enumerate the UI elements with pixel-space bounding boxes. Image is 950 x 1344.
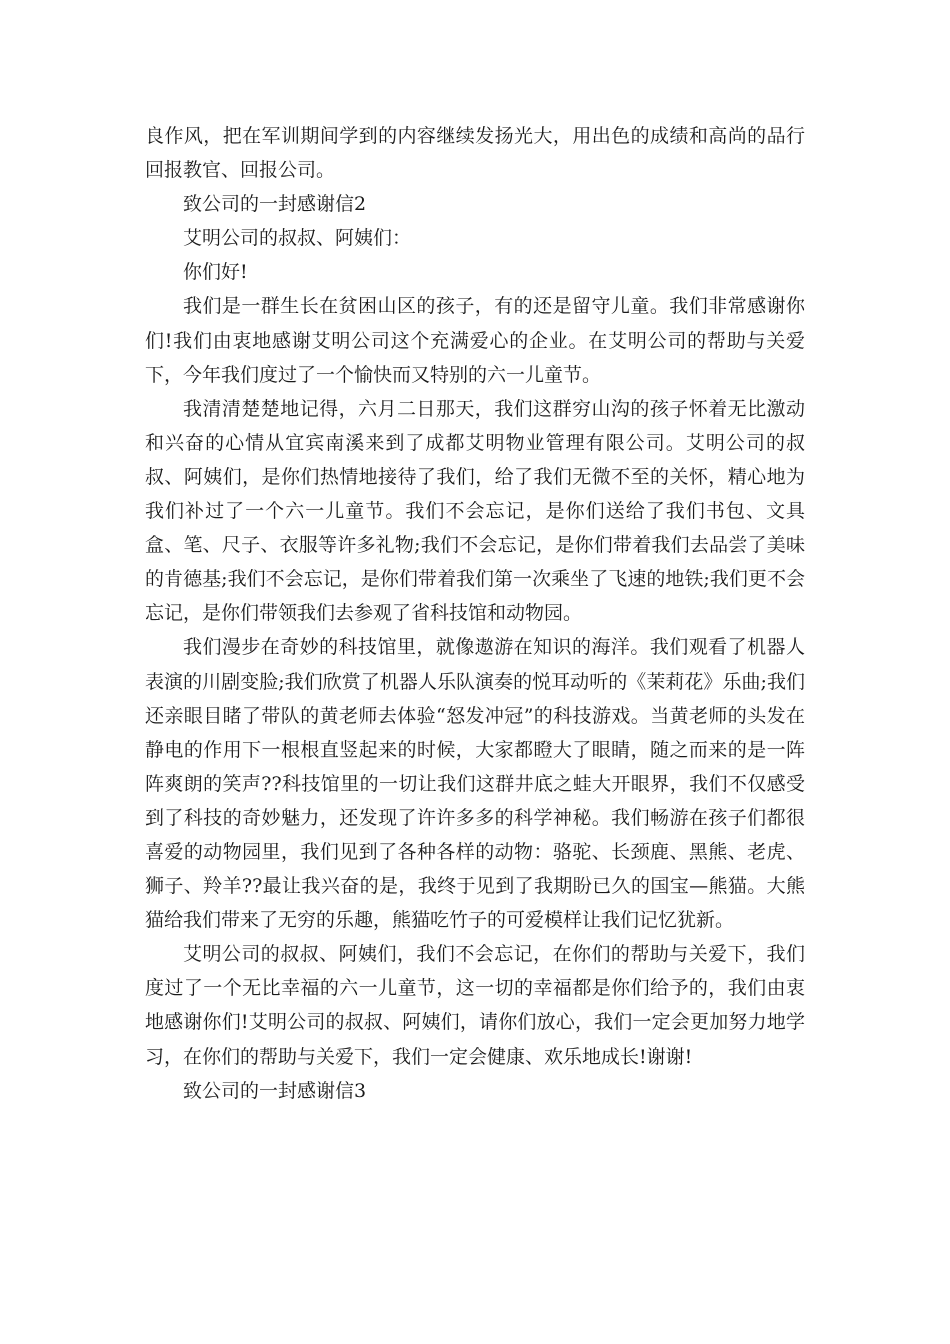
paragraph-visit: 我们漫步在奇妙的科技馆里，就像遨游在知识的海洋。我们观看了机器人表演的川剧变脸;我们欣赏了机器人乐队演奏的悦耳动听的《茉莉花》乐曲;我们还亲眼目睹了带队的黄老师去体验“怒发冲冠”的科技游戏。当黄老师的头发在静电的作用下一根根直竖起来的时候，大家都瞪大了眼睛，随之而来的是一阵阵爽朗的笑声??科技馆里的一切让我们这群井底之蛙大开眼界，我们不仅感受到了科技的奇妙魅力，还发现了许许多多的科学神秘。我们畅游在孩子们都很喜爱的动物园里，我们见到了各种各样的动物：骆驼、长颈鹿、黑熊、老虎、狮子、羚羊??最让我兴奋的是，我终于见到了我期盼已久的国宝—熊猫。大熊猫给我们带来了无穷的乐趣，熊猫吃竹子的可爱模样让我们记忆犹新。 [145,636,805,932]
greeting: 你们好! [183,261,248,284]
paragraph-thanks: 艾明公司的叔叔、阿姨们，我们不会忘记，在你们的帮助与关爱下，我们度过了一个无比幸福的六一儿童节，这一切的幸福都是你们给予的，我们由衷地感谢你们!艾明公司的叔叔、阿姨们，请你们放心，我们一定会更加努力地学习，在你们的帮助与关爱下，我们一定会健康、欢乐地成长!谢谢! [145,943,805,1068]
letter-title-3: 致公司的一封感谢信3 [183,1079,367,1102]
paragraph-memory: 我清清楚楚地记得，六月二日那天，我们这群穷山沟的孩子怀着无比激动和兴奋的心情从宜宾南溪来到了成都艾明物业管理有限公司。艾明公司的叔叔、阿姨们，是你们热情地接待了我们，给了我们无微不至的关怀，精心地为我们补过了一个六一儿童节。我们不会忘记，是你们送给了我们书包、文具盒、笔、尺子、衣服等许多礼物;我们不会忘记，是你们带着我们去品尝了美味的肯德基;我们不会忘记，是你们带着我们第一次乘坐了飞速的地铁;我们更不会忘记，是你们带领我们去参观了省科技馆和动物园。 [145,397,805,625]
paragraph-continuation: 良作风，把在军训期间学到的内容继续发扬光大，用出色的成绩和高尚的品行回报教官、回报公司。 [145,125,805,182]
salutation: 艾明公司的叔叔、阿姨们： [183,227,412,250]
paragraph-intro: 我们是一群生长在贫困山区的孩子，有的还是留守儿童。我们非常感谢你们!我们由衷地感谢艾明公司这个充满爱心的企业。在艾明公司的帮助与关爱下，今年我们度过了一个愉快而又特别的六一儿童节。 [145,295,805,386]
letter-title-2: 致公司的一封感谢信2 [183,193,367,216]
document-page [145,119,805,1108]
